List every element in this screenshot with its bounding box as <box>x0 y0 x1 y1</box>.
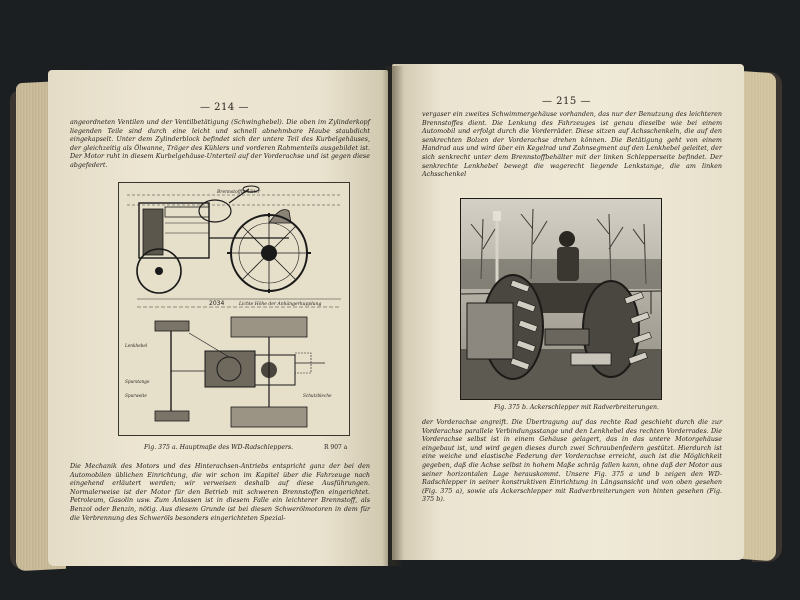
dimension-caption: Lichte Höhe der Anhängerkupplung <box>239 302 322 307</box>
paragraph-text: der Vorderachse angreift. Die Übertragung auf das rechte Rad geschieht durch die zur Vorderachse parallele Verbindungsstange und den Lenkhebel des rechten Vorderrades. Die Vorderachse selbst ist in einem Gehäuse gelagert, das in das untere Motorgehäuse eingebaut ist, und wird gegen dieses durch zwei Schraubenfedern gestützt. Hierdurch ist eine weiche und elastische Federung der Vorderachse erreicht, auch ist die Möglichkeit gegeben, daß die Achse selbst in hohem Maße schräg fallen kann, ohne daß der Motor aus seiner horizontalen Lage herauskommt. Unsere Fig. 375 a und b zeigen den WD-Radschlepper in seiner konstruktiven Einrichtung in Längsansicht und von oben gesehen (Fig. 375 a), sowie als Ackerschlepper mit Radverbreiterungen von hinten gesehen (Fig. 375 b). <box>422 418 722 504</box>
page-number-right: — 215 — <box>542 96 591 107</box>
fuel-tank-label: Brennstoffbehälter <box>217 190 261 195</box>
page-number-left: — 214 — <box>200 102 249 113</box>
technical-drawing-icon <box>119 183 349 435</box>
book-gutter <box>382 66 404 566</box>
track-width-label: Spurweite <box>125 393 147 398</box>
left-page <box>48 70 388 566</box>
paragraph-text: Die Mechanik des Motors und des Hinterachsen-Antriebs entspricht ganz der bei den Automobilen üblichen Einrichtung, die wir schon im Kapitel über die Fahrzeuge nach eingehend erläutert werden; wir verweisen deshalb auf diese Ausführungen. Normalerweise ist der Motor für den Betrieb mit schweren Brennstoffen eingerichtet. Petroleum, Gasolin usw. Zum Anlassen ist in diesem Falle ein leichterer Brennstoff, als Benzol oder Benzin, nötig. Aus diesem Grunde ist bei diesen Schwerölmotoren in dem für die Verbrennung des Schweröls besonders eingerichteten Spezial- <box>70 462 370 522</box>
left-page-bottom-paragraph <box>70 462 370 522</box>
tie-rod-label: Spurstange <box>125 379 150 384</box>
tractor-photo-icon <box>461 199 661 399</box>
right-page <box>392 64 744 560</box>
right-page-bottom-paragraph <box>422 418 722 504</box>
left-page-top-paragraph <box>70 118 370 170</box>
tractor-photograph <box>460 198 662 400</box>
steering-lever-label: Lenkhebel <box>125 343 148 348</box>
paragraph-text: vergaser ein zweites Schwimmergehäuse vorhanden, das nur der Benutzung des leichteren Brennstoffes dient. Die Lenkung des Fahrzeuges ist genau dieselbe wie bei einem Automobil und erfolgt durch die Vorderräder. Diese sitzen auf Achsschenkeln, die auf den senkrechten Bolzen der Vorderachse drehen können. Die Betätigung geht von einem Handrad aus und wird über ein Kegelrad und Zahnsegment auf den Lenkhebel geleitet, der sich senkrecht unter dem Brennstoffbehälter mit der linken Schlepperseite befindet. Der senkrechte Lenkhebel bewegt die wagerecht liegende Lenkstange, die am linken Achsschenkel <box>422 110 722 179</box>
fender-label: Schutzbleche <box>303 393 332 398</box>
paragraph-text: angeordneten Ventilen und der Ventilbetätigung (Schwinghebel). Die oben im Zylinderkopf liegenden Teile sind durch eine leicht und schnell abnehmbare Haube staubdicht eingekapselt. Unter dem Zylinderblock befindet sich der untere Teil des Kurbelgehäuses, der gleichzeitig als Ölwanne, Träger des Kühlers und vorderen Rahmenteils ausgebildet ist. Der Motor ruht in diesem Kurbelgehäuse-Unterteil auf der Vorderachse und ist gegen diese abgefedert. <box>70 118 370 169</box>
dimension-label: 2034 <box>209 300 225 307</box>
right-page-top-paragraph <box>422 110 722 179</box>
figure-caption-right: Fig. 375 b. Ackerschlepper mit Radverbreiterungen. <box>494 404 659 411</box>
figure-code: R 907 a <box>324 444 348 451</box>
figure-caption-left: Fig. 375 a. Hauptmaße des WD-Radschleppers. <box>144 444 294 451</box>
tractor-dimension-drawing <box>118 182 350 436</box>
